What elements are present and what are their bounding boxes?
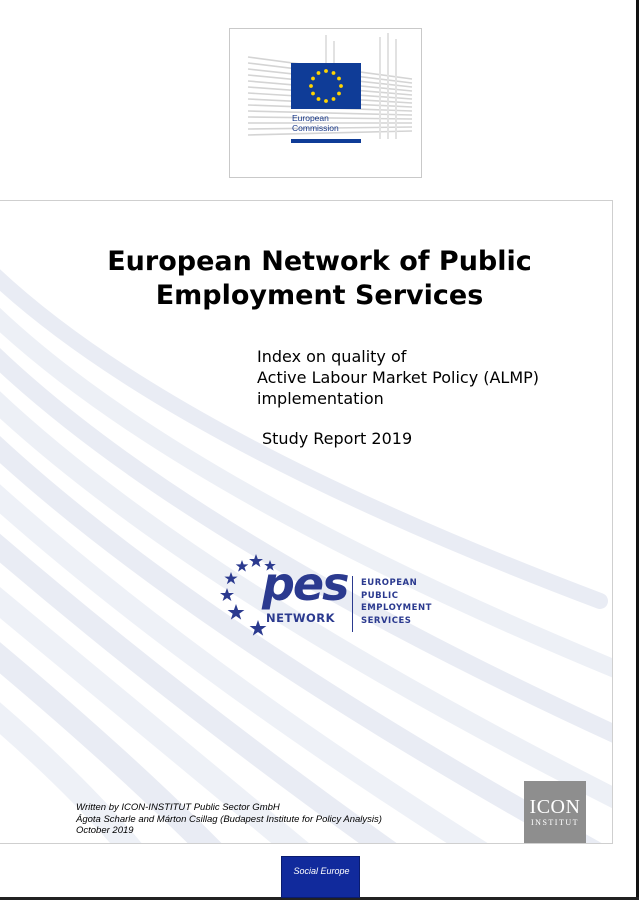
pes-desc-line3: EMPLOYMENT [361,603,432,613]
icon-logo-sub: INSTITUT [531,818,579,827]
european-commission-logo [229,28,422,178]
pes-desc-line2: PUBLIC [361,590,399,601]
document-subtitle [257,346,539,409]
ec-institution-name [292,113,339,133]
subtitle-line2: Active Labour Market Policy (ALMP) [257,368,540,387]
document-title [0,245,639,313]
credits [76,802,382,837]
credits-author: Written by ICON-INSTITUT Public Sector GmbH [76,802,280,813]
subtitle-line1: Index on quality of [257,347,407,366]
social-europe-badge [281,856,360,898]
title-line1: European Network of Public [107,246,532,277]
eu-flag-icon [291,63,361,109]
pes-wordmark: pes [262,557,348,611]
pes-network-label: NETWORK [266,611,336,625]
ec-name-line1: European [292,113,329,123]
pes-description [361,577,432,627]
ec-underline-bar [291,139,361,143]
social-europe-label: Social Europe [293,866,350,876]
credits-date: October 2019 [76,825,134,836]
subtitle-line3: implementation [257,389,384,408]
credits-contributors: Ágota Scharle and Márton Csillag (Budapest Institute for Policy Analysis) [76,813,382,825]
ec-name-line2: Commission [292,123,339,133]
pes-desc-line1: EUROPEAN [361,578,418,588]
icon-logo-main: ICON [529,796,581,818]
title-line2: Employment Services [155,280,484,311]
pes-network-logo [218,552,438,644]
pes-divider [352,576,353,632]
icon-institut-logo [524,781,586,843]
pes-desc-line4: SERVICES [361,615,412,626]
report-label: Study Report 2019 [262,429,413,448]
